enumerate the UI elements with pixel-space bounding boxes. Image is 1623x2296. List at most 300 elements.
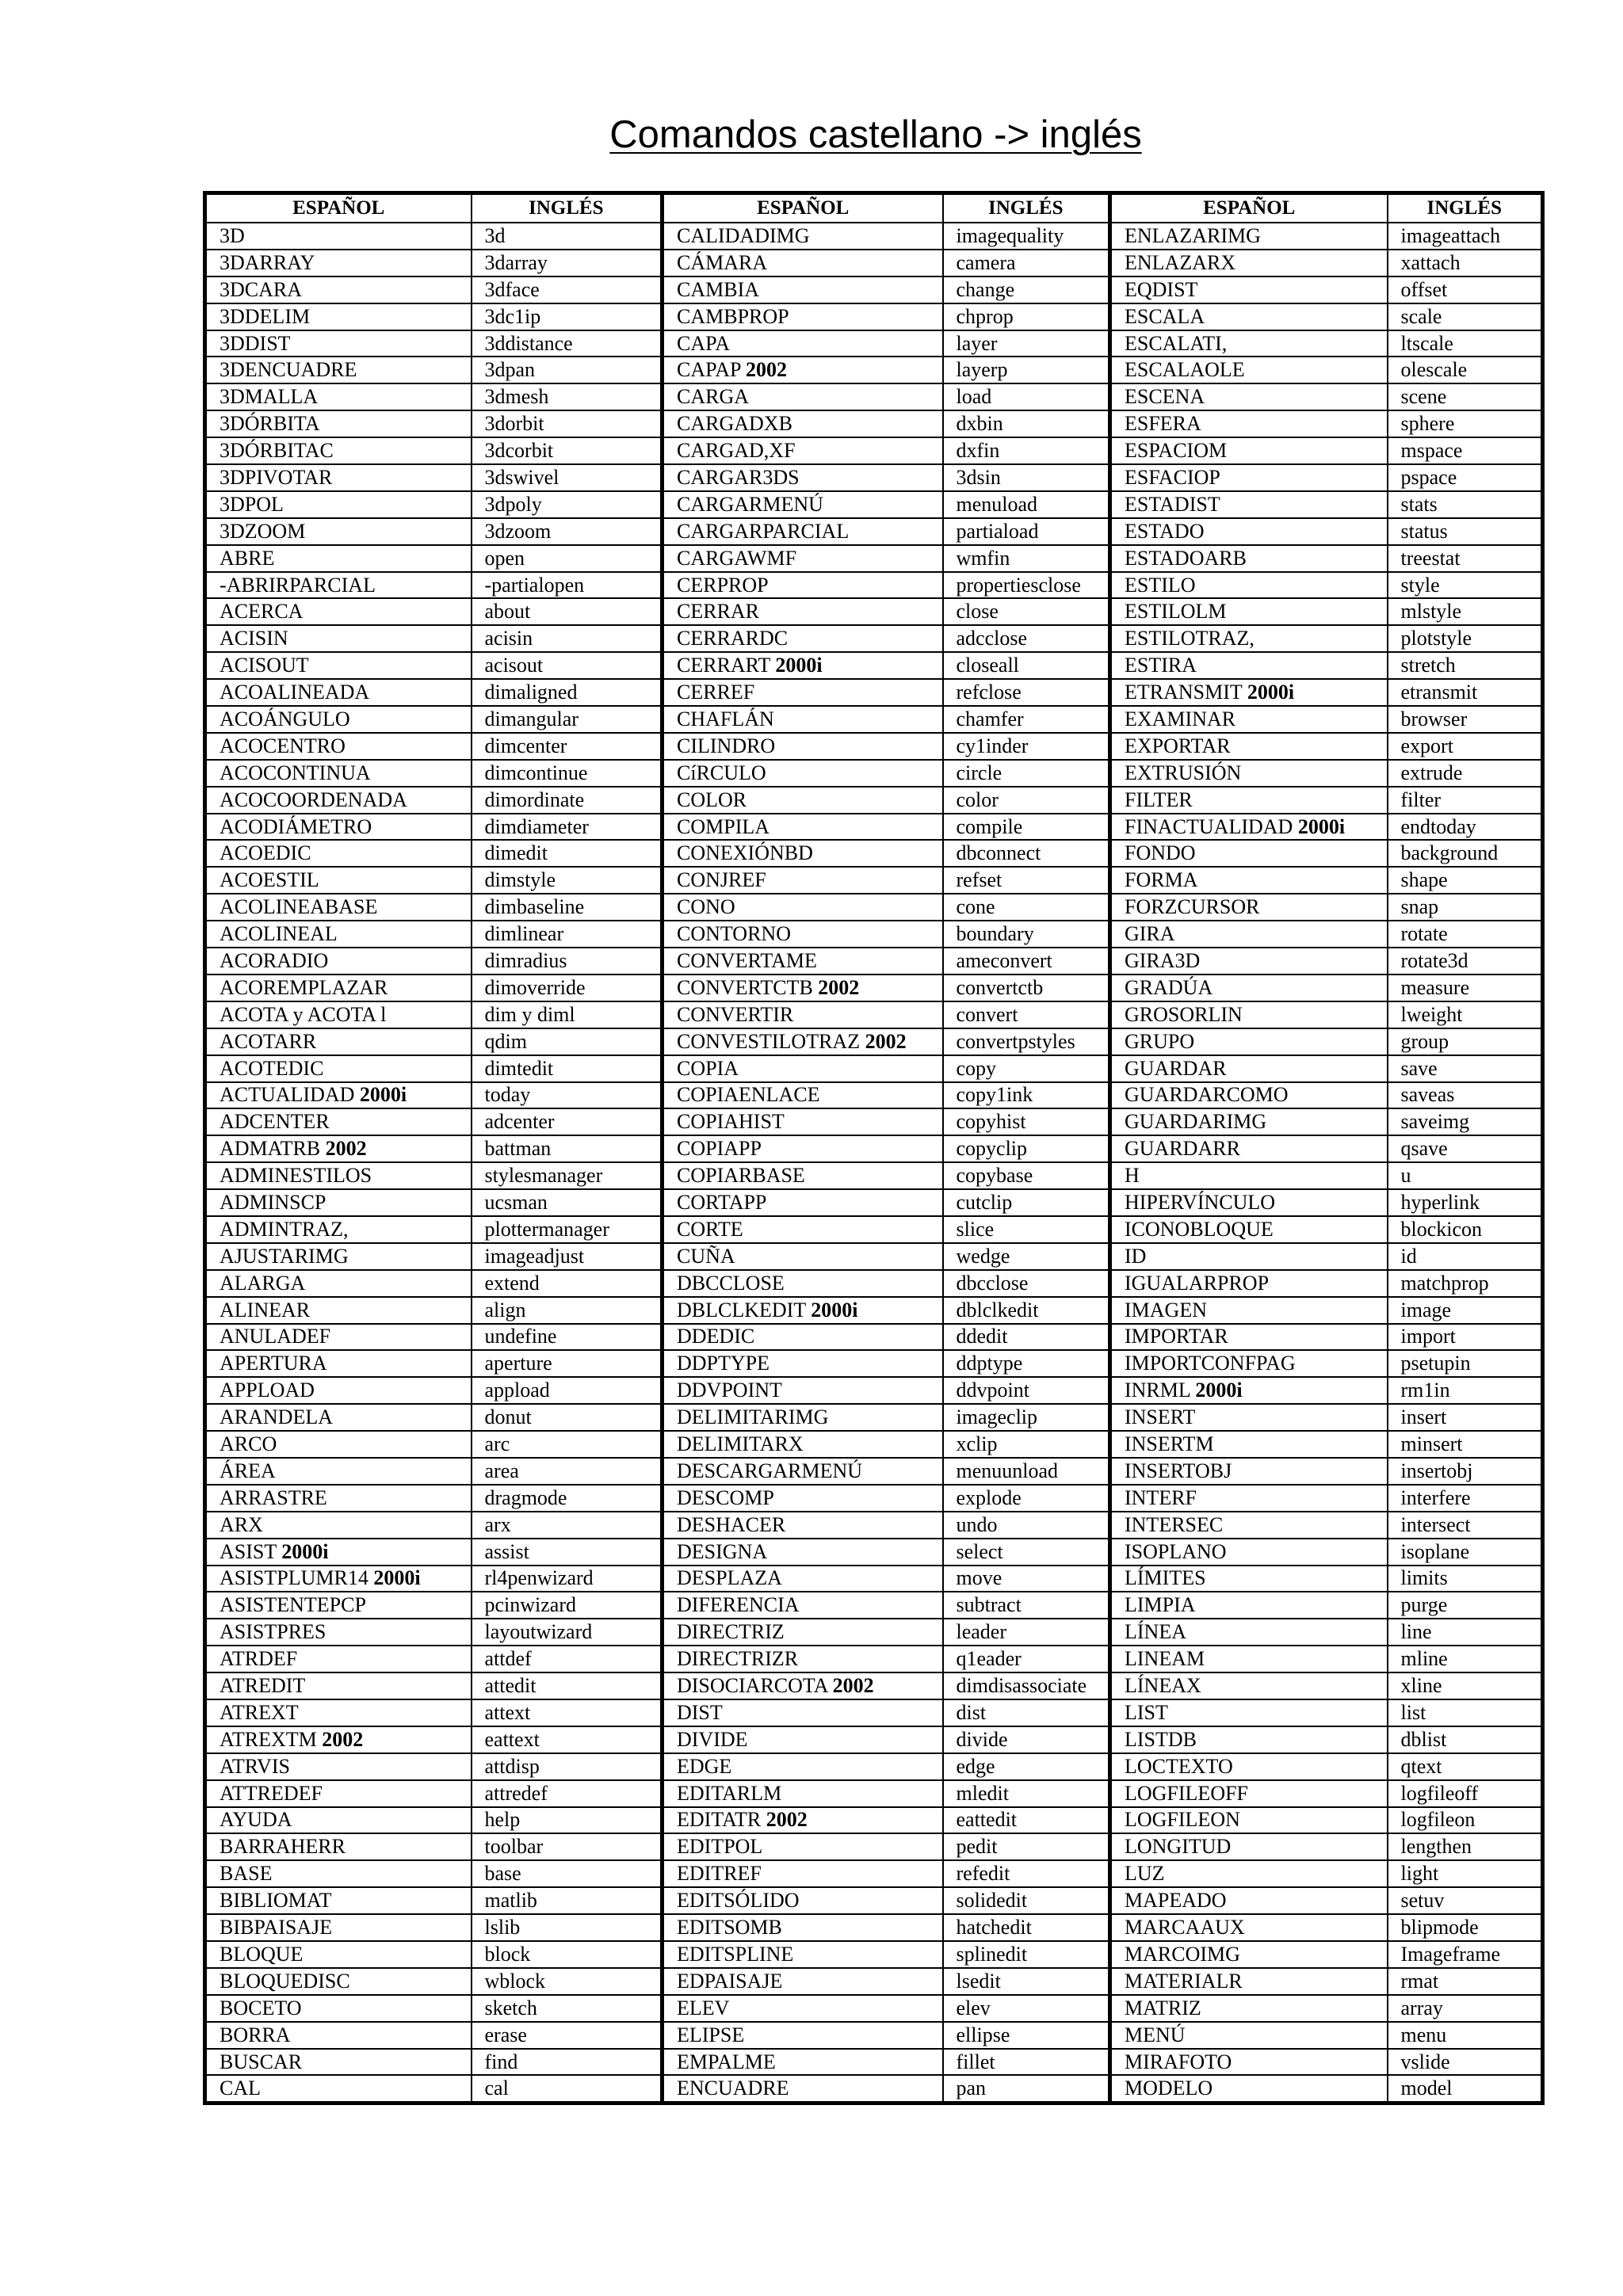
cell-english-command: about <box>472 598 663 625</box>
cell-english-command: rm1in <box>1388 1377 1543 1404</box>
cell-english-command: dimcontinue <box>472 760 663 787</box>
cell-english-command: qtext <box>1388 1753 1543 1780</box>
cell-english-command: vslide <box>1388 2049 1543 2076</box>
cell-english-command: dimangular <box>472 706 663 733</box>
cell-spanish-command: DDVPOINT <box>663 1377 943 1404</box>
cell-english-command: pedit <box>943 1833 1110 1860</box>
version-tag: 2000i <box>373 1566 421 1590</box>
column-header-ingles: INGLÉS <box>1388 193 1543 223</box>
cell-english-command: model <box>1388 2075 1543 2103</box>
column-header-espanol: ESPAÑOL <box>663 193 943 223</box>
cell-english-command: chamfer <box>943 706 1110 733</box>
cell-english-command: mledit <box>943 1780 1110 1807</box>
cell-spanish-command: COPIARBASE <box>663 1162 943 1189</box>
cell-spanish-command: ACODIÁMETRO <box>205 814 472 841</box>
table-row <box>205 894 1543 921</box>
cell-spanish-command: GUARDARIMG <box>1110 1108 1388 1135</box>
table-row <box>205 733 1543 760</box>
command-name: ETRANSMIT <box>1125 681 1247 704</box>
cell-spanish-command: ACOTEDIC <box>205 1055 472 1082</box>
cell-spanish-command: ABRE <box>205 545 472 572</box>
cell-spanish-command: ÁREA <box>205 1458 472 1485</box>
table-row <box>205 948 1543 974</box>
table-row <box>205 223 1543 250</box>
cell-english-command: copybase <box>943 1162 1110 1189</box>
cell-english-command: list <box>1388 1699 1543 1726</box>
cell-english-command: dim y diml <box>472 1001 663 1028</box>
cell-spanish-command: CERRAR <box>663 598 943 625</box>
cell-english-command: plotstyle <box>1388 625 1543 652</box>
table-row <box>205 1592 1543 1619</box>
table-row <box>205 1243 1543 1270</box>
cell-spanish-command: FORZCURSOR <box>1110 894 1388 921</box>
cell-spanish-command: CíRCULO <box>663 760 943 787</box>
cell-spanish-command: AJUSTARIMG <box>205 1243 472 1270</box>
cell-english-command: arx <box>472 1512 663 1539</box>
command-name: CERRART <box>677 654 776 677</box>
table-row <box>205 1001 1543 1028</box>
cell-spanish-command: FONDO <box>1110 840 1388 867</box>
commands-table <box>203 191 1545 2105</box>
cell-english-command: copy <box>943 1055 1110 1082</box>
cell-english-command: 3dmesh <box>472 383 663 410</box>
cell-spanish-command: ADMINESTILOS <box>205 1162 472 1189</box>
table-row <box>205 572 1543 599</box>
version-tag: 2000i <box>811 1298 858 1322</box>
cell-spanish-command: ELIPSE <box>663 2022 943 2049</box>
cell-english-command: dimdiameter <box>472 814 663 841</box>
table-row <box>205 1162 1543 1189</box>
cell-spanish-command: 3DPOL <box>205 491 472 518</box>
cell-english-command: adcenter <box>472 1108 663 1135</box>
cell-english-command: lweight <box>1388 1001 1543 1028</box>
table-row <box>205 1458 1543 1485</box>
cell-spanish-command: GIRA <box>1110 921 1388 948</box>
cell-spanish-command: ANULADEF <box>205 1324 472 1351</box>
cell-english-command: rmat <box>1388 1968 1543 1995</box>
cell-english-command: group <box>1388 1028 1543 1055</box>
table-row <box>205 652 1543 679</box>
cell-spanish-command <box>1110 679 1388 706</box>
cell-english-command: scale <box>1388 303 1543 330</box>
cell-spanish-command: CONTORNO <box>663 921 943 948</box>
cell-english-command: shape <box>1388 867 1543 894</box>
cell-spanish-command: CAL <box>205 2075 472 2103</box>
cell-english-command: filter <box>1388 787 1543 814</box>
cell-spanish-command: LIST <box>1110 1699 1388 1726</box>
cell-english-command: change <box>943 277 1110 303</box>
cell-english-command: dblist <box>1388 1726 1543 1753</box>
cell-english-command: saveimg <box>1388 1108 1543 1135</box>
table-row <box>205 1297 1543 1324</box>
cell-spanish-command: LÍMITES <box>1110 1566 1388 1592</box>
table-row <box>205 706 1543 733</box>
cell-spanish-command: COLOR <box>663 787 943 814</box>
cell-spanish-command: GRUPO <box>1110 1028 1388 1055</box>
cell-english-command: dimradius <box>472 948 663 974</box>
cell-english-command: dblclkedit <box>943 1297 1110 1324</box>
cell-spanish-command: ARX <box>205 1512 472 1539</box>
cell-spanish-command: COPIAHIST <box>663 1108 943 1135</box>
cell-spanish-command: ISOPLANO <box>1110 1539 1388 1566</box>
cell-spanish-command: IMPORTCONFPAG <box>1110 1350 1388 1377</box>
cell-english-command: wedge <box>943 1243 1110 1270</box>
cell-english-command: status <box>1388 518 1543 545</box>
cell-spanish-command: ESPACIOM <box>1110 437 1388 464</box>
command-name: CONVERTCTB <box>677 975 819 999</box>
cell-english-command: dimstyle <box>472 867 663 894</box>
cell-spanish-command: ADMINTRAZ, <box>205 1216 472 1243</box>
cell-english-command: compile <box>943 814 1110 841</box>
table-row <box>205 277 1543 303</box>
cell-english-command: undo <box>943 1512 1110 1539</box>
cell-spanish-command: -ABRIRPARCIAL <box>205 572 472 599</box>
cell-english-command: xattach <box>1388 250 1543 277</box>
cell-spanish-command: CÁMARA <box>663 250 943 277</box>
cell-english-command: 3dorbit <box>472 410 663 437</box>
cell-english-command: convert <box>943 1001 1110 1028</box>
cell-english-command: wmfin <box>943 545 1110 572</box>
cell-english-command: scene <box>1388 383 1543 410</box>
cell-english-command: help <box>472 1807 663 1834</box>
cell-spanish-command: ACISOUT <box>205 652 472 679</box>
cell-spanish-command: EXTRUSIÓN <box>1110 760 1388 787</box>
cell-spanish-command: MIRAFOTO <box>1110 2049 1388 2076</box>
table-row <box>205 2022 1543 2049</box>
cell-spanish-command: CAMBPROP <box>663 303 943 330</box>
column-header-espanol: ESPAÑOL <box>205 193 472 223</box>
cell-spanish-command <box>205 1539 472 1566</box>
cell-english-command: attext <box>472 1699 663 1726</box>
cell-english-command: elev <box>943 1995 1110 2022</box>
cell-spanish-command: COMPILA <box>663 814 943 841</box>
cell-english-command: Imageframe <box>1388 1941 1543 1968</box>
cell-english-command: dist <box>943 1699 1110 1726</box>
command-name: DBLCLKEDIT <box>677 1298 812 1322</box>
cell-english-command: imagequality <box>943 223 1110 250</box>
cell-spanish-command: BUSCAR <box>205 2049 472 2076</box>
cell-english-command: 3dswivel <box>472 464 663 491</box>
cell-spanish-command: DESHACER <box>663 1512 943 1539</box>
cell-spanish-command: 3D <box>205 223 472 250</box>
cell-english-command: today <box>472 1082 663 1109</box>
cell-spanish-command: CALIDADIMG <box>663 223 943 250</box>
cell-spanish-command: GUARDAR <box>1110 1055 1388 1082</box>
cell-spanish-command: GIRA3D <box>1110 948 1388 974</box>
cell-spanish-command: DELIMITARX <box>663 1431 943 1458</box>
cell-spanish-command: ATRDEF <box>205 1646 472 1672</box>
cell-english-command: cy1inder <box>943 733 1110 760</box>
cell-spanish-command: INTERSEC <box>1110 1512 1388 1539</box>
cell-english-command: rl4penwizard <box>472 1566 663 1592</box>
cell-spanish-command: ESCALAOLE <box>1110 357 1388 383</box>
cell-spanish-command: MATRIZ <box>1110 1995 1388 2022</box>
cell-english-command: appload <box>472 1377 663 1404</box>
version-tag: 2000i <box>775 654 823 677</box>
cell-spanish-command: CUÑA <box>663 1243 943 1270</box>
cell-english-command: sketch <box>472 1995 663 2022</box>
cell-spanish-command: INSERTOBJ <box>1110 1458 1388 1485</box>
cell-spanish-command: BORRA <box>205 2022 472 2049</box>
cell-spanish-command: CONVERTAME <box>663 948 943 974</box>
cell-spanish-command: CARGAWMF <box>663 545 943 572</box>
cell-english-command: arc <box>472 1431 663 1458</box>
page-title: Comandos castellano -> inglés <box>609 113 1142 156</box>
cell-english-command: convertpstyles <box>943 1028 1110 1055</box>
cell-english-command: copy1ink <box>943 1082 1110 1109</box>
cell-spanish-command <box>663 1807 943 1834</box>
cell-english-command: 3dsin <box>943 464 1110 491</box>
cell-spanish-command: DESCARGARMENÚ <box>663 1458 943 1485</box>
cell-english-command: edge <box>943 1753 1110 1780</box>
cell-spanish-command: IMAGEN <box>1110 1297 1388 1324</box>
cell-spanish-command: 3DÓRBITA <box>205 410 472 437</box>
cell-spanish-command: 3DMALLA <box>205 383 472 410</box>
cell-english-command: endtoday <box>1388 814 1543 841</box>
cell-english-command: layerp <box>943 357 1110 383</box>
cell-english-command: dimaligned <box>472 679 663 706</box>
table-row <box>205 1512 1543 1539</box>
cell-english-command: style <box>1388 572 1543 599</box>
cell-english-command: assist <box>472 1539 663 1566</box>
cell-spanish-command: CARGARPARCIAL <box>663 518 943 545</box>
cell-english-command: dxbin <box>943 410 1110 437</box>
cell-spanish-command: CARGARMENÚ <box>663 491 943 518</box>
cell-english-command: stats <box>1388 491 1543 518</box>
cell-english-command: qdim <box>472 1028 663 1055</box>
cell-english-command: line <box>1388 1619 1543 1646</box>
cell-english-command: boundary <box>943 921 1110 948</box>
command-name: ADMATRB <box>220 1137 326 1161</box>
table-row <box>205 1350 1543 1377</box>
cell-spanish-command: CARGAR3DS <box>663 464 943 491</box>
cell-english-command: logfileoff <box>1388 1780 1543 1807</box>
cell-spanish-command: BOCETO <box>205 1995 472 2022</box>
cell-spanish-command <box>663 652 943 679</box>
cell-spanish-command: ATTREDEF <box>205 1780 472 1807</box>
cell-english-command: attredef <box>472 1780 663 1807</box>
table-row <box>205 679 1543 706</box>
cell-english-command: dimedit <box>472 840 663 867</box>
cell-english-command: adcclose <box>943 625 1110 652</box>
cell-spanish-command: DIST <box>663 1699 943 1726</box>
cell-spanish-command: CERREF <box>663 679 943 706</box>
cell-english-command: toolbar <box>472 1833 663 1860</box>
cell-spanish-command: MATERIALR <box>1110 1968 1388 1995</box>
cell-spanish-command: EDITSPLINE <box>663 1941 943 1968</box>
cell-english-command: matchprop <box>1388 1270 1543 1297</box>
cell-spanish-command: ASISTENTEPCP <box>205 1592 472 1619</box>
cell-english-command: hatchedit <box>943 1914 1110 1941</box>
cell-english-command: xclip <box>943 1431 1110 1458</box>
cell-english-command: image <box>1388 1297 1543 1324</box>
cell-spanish-command: DESIGNA <box>663 1539 943 1566</box>
cell-spanish-command: DDPTYPE <box>663 1350 943 1377</box>
cell-spanish-command <box>663 1672 943 1699</box>
cell-english-command: mspace <box>1388 437 1543 464</box>
cell-english-command: refclose <box>943 679 1110 706</box>
cell-english-command: 3dface <box>472 277 663 303</box>
cell-english-command: menuload <box>943 491 1110 518</box>
cell-english-command: sphere <box>1388 410 1543 437</box>
cell-english-command: dimcenter <box>472 733 663 760</box>
cell-spanish-command: ACOLINEABASE <box>205 894 472 921</box>
cell-spanish-command: CERPROP <box>663 572 943 599</box>
cell-spanish-command <box>205 1082 472 1109</box>
cell-english-command: ellipse <box>943 2022 1110 2049</box>
table-row <box>205 464 1543 491</box>
cell-english-command: pspace <box>1388 464 1543 491</box>
table-row <box>205 2049 1543 2076</box>
cell-english-command: copyhist <box>943 1108 1110 1135</box>
cell-spanish-command: ESTIRA <box>1110 652 1388 679</box>
cell-english-command: minsert <box>1388 1431 1543 1458</box>
cell-english-command: dbconnect <box>943 840 1110 867</box>
cell-spanish-command: COPIAENLACE <box>663 1082 943 1109</box>
cell-spanish-command: ALINEAR <box>205 1297 472 1324</box>
table-row <box>205 787 1543 814</box>
table-row <box>205 2075 1543 2103</box>
cell-english-command: 3dc1ip <box>472 303 663 330</box>
table-row <box>205 1404 1543 1431</box>
cell-spanish-command: BIBLIOMAT <box>205 1887 472 1914</box>
table-row <box>205 1914 1543 1941</box>
cell-english-command: imageclip <box>943 1404 1110 1431</box>
cell-spanish-command: DDEDIC <box>663 1324 943 1351</box>
version-tag: 2000i <box>1195 1379 1243 1402</box>
cell-spanish-command: CONVERTIR <box>663 1001 943 1028</box>
cell-english-command: convertctb <box>943 974 1110 1001</box>
table-row <box>205 867 1543 894</box>
table-row <box>205 1699 1543 1726</box>
cell-spanish-command: COPIAPP <box>663 1135 943 1162</box>
cell-spanish-command: INSERT <box>1110 1404 1388 1431</box>
cell-english-command: area <box>472 1458 663 1485</box>
cell-spanish-command: HIPERVÍNCULO <box>1110 1189 1388 1216</box>
cell-english-command: extrude <box>1388 760 1543 787</box>
cell-spanish-command: ENLAZARX <box>1110 250 1388 277</box>
cell-english-command: block <box>472 1941 663 1968</box>
cell-english-command: dbcclose <box>943 1270 1110 1297</box>
cell-spanish-command: ESTILO <box>1110 572 1388 599</box>
cell-spanish-command <box>663 1028 943 1055</box>
cell-english-command: dimdisassociate <box>943 1672 1110 1699</box>
cell-english-command: refset <box>943 867 1110 894</box>
cell-spanish-command: BASE <box>205 1860 472 1887</box>
cell-english-command: rotate3d <box>1388 948 1543 974</box>
cell-english-command: snap <box>1388 894 1543 921</box>
cell-spanish-command: BIBPAISAJE <box>205 1914 472 1941</box>
table-row <box>205 1108 1543 1135</box>
cell-spanish-command: DIVIDE <box>663 1726 943 1753</box>
cell-spanish-command: EDITARLM <box>663 1780 943 1807</box>
version-tag: 2002 <box>865 1029 907 1053</box>
table-row <box>205 250 1543 277</box>
cell-spanish-command: MARCOIMG <box>1110 1941 1388 1968</box>
table-row <box>205 760 1543 787</box>
cell-english-command: export <box>1388 733 1543 760</box>
table-row <box>205 303 1543 330</box>
table-row <box>205 1082 1543 1109</box>
cell-spanish-command: CHAFLÁN <box>663 706 943 733</box>
table-row <box>205 1672 1543 1699</box>
cell-english-command: 3dpan <box>472 357 663 383</box>
cell-spanish-command: ESTADIST <box>1110 491 1388 518</box>
cell-spanish-command: ESCALA <box>1110 303 1388 330</box>
cell-spanish-command: LUZ <box>1110 1860 1388 1887</box>
cell-english-command: purge <box>1388 1592 1543 1619</box>
cell-spanish-command: INTERF <box>1110 1485 1388 1512</box>
cell-english-command: attdef <box>472 1646 663 1672</box>
cell-english-command: align <box>472 1297 663 1324</box>
cell-spanish-command: LOCTEXTO <box>1110 1753 1388 1780</box>
cell-english-command: leader <box>943 1619 1110 1646</box>
cell-spanish-command: LOGFILEON <box>1110 1807 1388 1834</box>
cell-english-command: 3dpoly <box>472 491 663 518</box>
table-row <box>205 1780 1543 1807</box>
cell-english-command: offset <box>1388 277 1543 303</box>
header-row <box>205 193 1543 223</box>
cell-english-command: eattext <box>472 1726 663 1753</box>
table-row <box>205 1189 1543 1216</box>
cell-spanish-command: ESCENA <box>1110 383 1388 410</box>
cell-english-command: close <box>943 598 1110 625</box>
cell-spanish-command: CORTE <box>663 1216 943 1243</box>
cell-spanish-command <box>205 1135 472 1162</box>
cell-spanish-command: FILTER <box>1110 787 1388 814</box>
version-tag: 2000i <box>359 1083 407 1107</box>
command-name: ATREXTM <box>220 1727 323 1751</box>
cell-spanish-command: ESFACIOP <box>1110 464 1388 491</box>
cell-english-command: 3ddistance <box>472 330 663 357</box>
table-row <box>205 1485 1543 1512</box>
cell-spanish-command: ATREDIT <box>205 1672 472 1699</box>
cell-spanish-command: MODELO <box>1110 2075 1388 2103</box>
cell-spanish-command: CARGA <box>663 383 943 410</box>
cell-spanish-command: LISTDB <box>1110 1726 1388 1753</box>
cell-english-command: imageattach <box>1388 223 1543 250</box>
cell-spanish-command: MENÚ <box>1110 2022 1388 2049</box>
cell-spanish-command: ACOCENTRO <box>205 733 472 760</box>
cell-spanish-command: INSERTM <box>1110 1431 1388 1458</box>
cell-english-command: interfere <box>1388 1485 1543 1512</box>
cell-english-command: q1eader <box>943 1646 1110 1672</box>
cell-english-command: load <box>943 383 1110 410</box>
cell-english-command: dragmode <box>472 1485 663 1512</box>
cell-spanish-command: DIRECTRIZ <box>663 1619 943 1646</box>
cell-spanish-command: GROSORLIN <box>1110 1001 1388 1028</box>
cell-spanish-command: ENLAZARIMG <box>1110 223 1388 250</box>
cell-spanish-command: 3DENCUADRE <box>205 357 472 383</box>
cell-english-command: dxfin <box>943 437 1110 464</box>
cell-spanish-command: ACOTA y ACOTA l <box>205 1001 472 1028</box>
cell-english-command: etransmit <box>1388 679 1543 706</box>
cell-english-command: plottermanager <box>472 1216 663 1243</box>
cell-spanish-command: ATRVIS <box>205 1753 472 1780</box>
table-row <box>205 814 1543 841</box>
cell-spanish-command: LIMPIA <box>1110 1592 1388 1619</box>
cell-english-command: psetupin <box>1388 1350 1543 1377</box>
cell-spanish-command <box>205 1566 472 1592</box>
table-row <box>205 1995 1543 2022</box>
version-tag: 2002 <box>745 358 787 382</box>
cell-spanish-command: EDITPOL <box>663 1833 943 1860</box>
cell-english-command: ddptype <box>943 1350 1110 1377</box>
cell-spanish-command: ESTILOTRAZ, <box>1110 625 1388 652</box>
table-row <box>205 974 1543 1001</box>
cell-spanish-command: EDPAISAJE <box>663 1968 943 1995</box>
table-row <box>205 1941 1543 1968</box>
